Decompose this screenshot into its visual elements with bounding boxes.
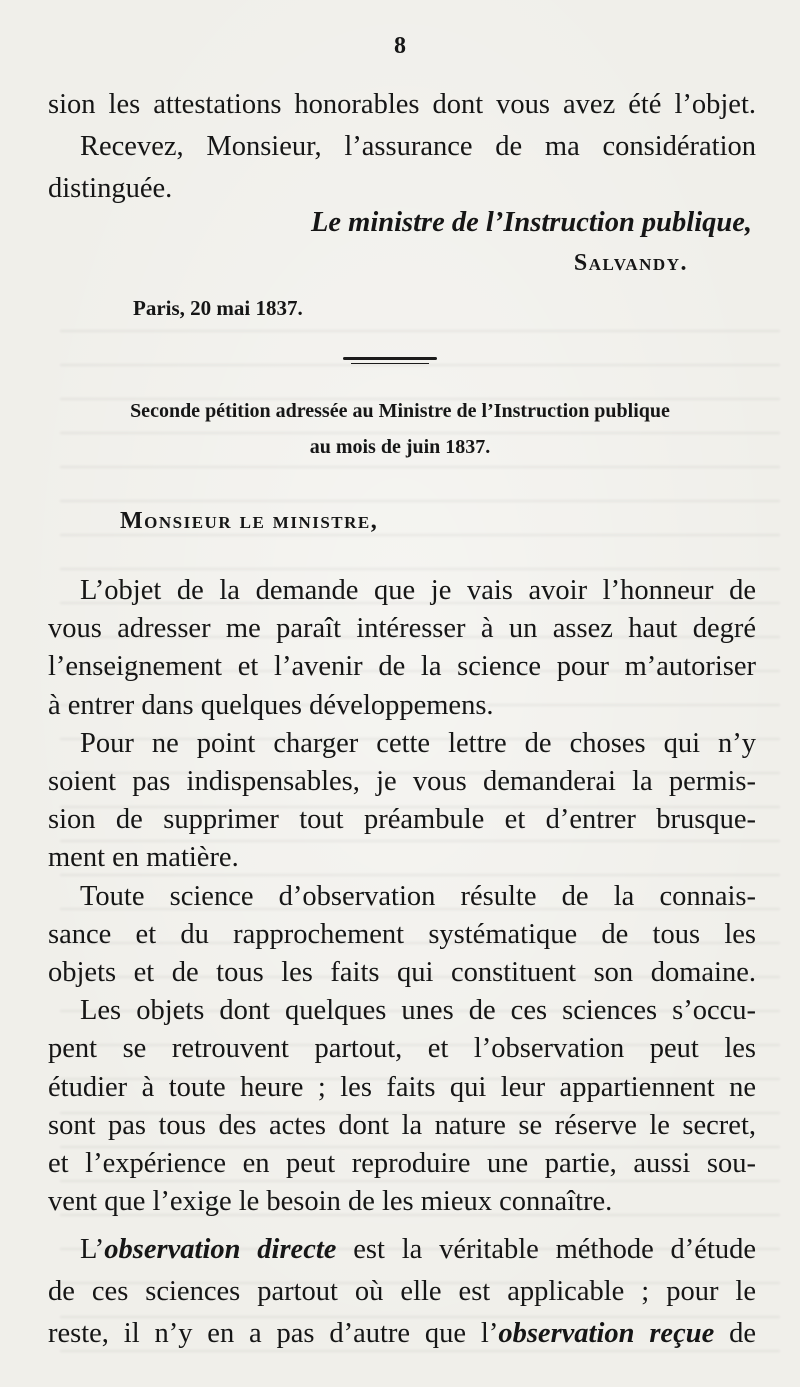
body-line: sont pas tous des actes dont la nature se réserve le secret, [48,1110,756,1141]
body-line: Les objets dont quelques unes de ces sciences s’occu- [80,995,756,1026]
body-line: pent se retrouvent partout, et l’observation peut les [48,1033,756,1064]
body-line: à entrer dans quelques développemens. [48,690,494,721]
body-line: sion de supprimer tout préambule et d’entrer brusque- [48,804,756,835]
body-line: vent que l’exige le besoin de les mieux connaître. [48,1186,613,1217]
body-line: sance et du rapprochement systématique de tous les [48,919,756,950]
body-line: Recevez, Monsieur, l’assurance de ma considération [80,131,756,162]
body-line: de ces sciences partout où elle est applicable ; pour le [48,1276,756,1307]
body-line: Pour ne point charger cette lettre de choses qui n’y [80,728,756,759]
dateline: Paris, 20 mai 1837. [133,296,303,320]
section-heading: Seconde pétition adressée au Ministre de l’Instruction publique [130,400,670,422]
body-line: sion les attestations honorables dont vous avez été l’objet. [48,89,756,120]
body-line: soient pas indispensables, je vous demanderai la permis- [48,766,756,797]
page-number: 8 [394,33,406,59]
body-line: vous adresser me paraît intéresser à un assez haut degré [48,613,756,644]
salutation: Monsieur le ministre, [120,508,379,534]
body-line: distinguée. [48,173,173,204]
section-divider [343,357,437,364]
section-heading-date: au mois de juin 1837. [309,436,491,458]
body-line: L’objet de la demande que je vais avoir l’honneur de [80,575,756,606]
body-line: Toute science d’observation résulte de la connais- [80,881,756,912]
body-line: L’observation directe est la véritable méthode d’étude [80,1234,757,1265]
body-line: reste, il n’y en a pas d’autre que l’observation reçue de [48,1318,756,1349]
body-line: ment en matière. [48,842,239,873]
body-line: étudier à toute heure ; les faits qui leur appartiennent ne [48,1072,756,1103]
body-line: l’enseignement et l’avenir de la science pour m’autoriser [48,651,756,682]
signature-title: Le ministre de l’Instruction publique, [310,207,752,238]
signature-name: Salvandy. [573,250,688,276]
body-line: objets et de tous les faits qui constituent son domaine. [48,957,756,988]
body-line: et l’expérience en peut reproduire une partie, aussi sou- [48,1148,756,1179]
